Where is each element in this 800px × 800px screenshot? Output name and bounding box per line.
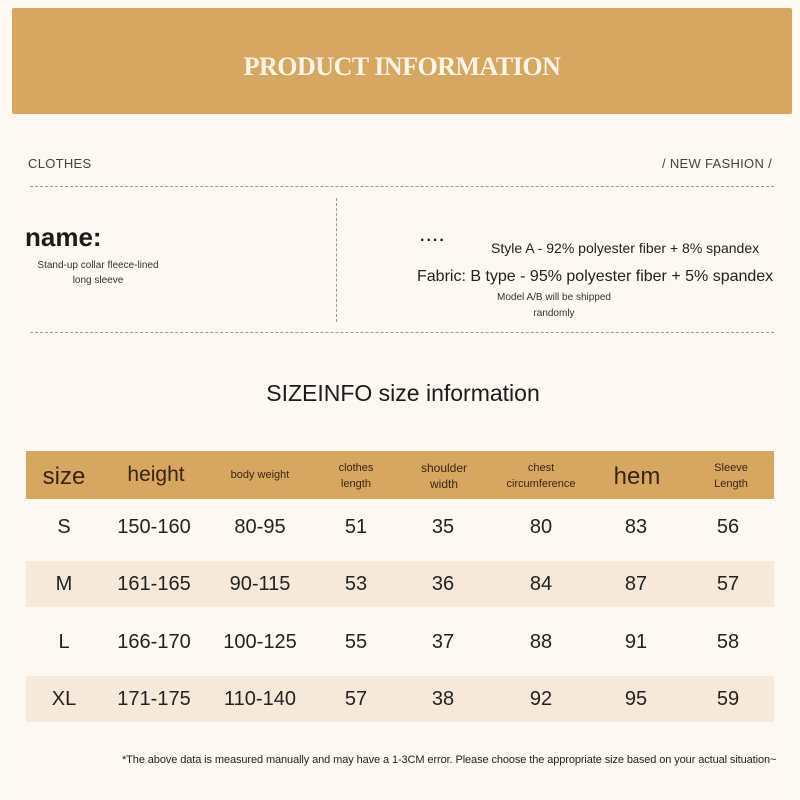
dots-decoration: .... <box>420 228 446 245</box>
header-sleeve-length: Sleeve Length <box>714 462 748 490</box>
cell-shoulder-width: 35 <box>431 516 455 538</box>
cell-body-weight: 90-115 <box>229 573 291 595</box>
name-label: name: <box>25 222 102 252</box>
measurement-footnote: *The above data is measured manually and may have a 1-3CM error. Please choose the appropriate size based on your actual situation~ <box>122 754 777 766</box>
cell-shoulder-width: 38 <box>431 688 455 710</box>
cell-height: 161-165 <box>117 573 191 595</box>
cell-sleeve-length: 58 <box>716 631 740 653</box>
cell-hem: 95 <box>624 688 648 710</box>
cell-clothes-length: 53 <box>344 573 368 595</box>
cell-chest: 80 <box>529 516 553 538</box>
fabric-b-type: Fabric: B type - 95% polyester fiber + 5% spandex <box>417 268 774 285</box>
header-size: size <box>42 463 86 490</box>
cell-sleeve-length: 59 <box>716 688 740 710</box>
cell-hem: 83 <box>624 516 648 538</box>
table-row <box>26 676 774 722</box>
header-clothes-length: clothes length <box>338 462 374 490</box>
cell-clothes-length: 51 <box>344 516 368 538</box>
divider-top <box>30 186 774 187</box>
cell-size: M <box>55 573 73 595</box>
category-tag: CLOTHES <box>28 156 92 171</box>
cell-chest: 84 <box>529 573 553 595</box>
cell-shoulder-width: 36 <box>431 573 455 595</box>
size-info-heading: SIZEINFO size information <box>266 380 540 406</box>
header-banner <box>12 8 792 114</box>
cell-chest: 88 <box>529 631 553 653</box>
product-name: Stand-up collar fleece-lined long sleeve <box>37 260 159 286</box>
cell-height: 166-170 <box>117 631 191 653</box>
model-note: Model A/B will be shipped randomly <box>497 292 611 319</box>
banner-title: PRODUCT INFORMATION <box>243 52 561 81</box>
cell-height: 150-160 <box>117 516 191 538</box>
cell-size: S <box>57 516 71 538</box>
cell-height: 171-175 <box>117 688 191 710</box>
divider-bottom <box>30 332 774 333</box>
header-height: height <box>127 463 185 486</box>
fashion-tag: / NEW FASHION / <box>662 156 772 171</box>
header-shoulder-width: shoulder width <box>420 461 468 491</box>
cell-shoulder-width: 37 <box>431 631 455 653</box>
cell-chest: 92 <box>529 688 553 710</box>
cell-clothes-length: 55 <box>344 631 368 653</box>
cell-body-weight: 80-95 <box>234 516 286 538</box>
table-row <box>26 619 774 665</box>
style-a-fabric: Style A - 92% polyester fiber + 8% spandex <box>491 240 760 256</box>
size-table-header <box>26 451 774 499</box>
cell-body-weight: 110-140 <box>224 688 296 710</box>
cell-body-weight: 100-125 <box>223 631 297 653</box>
header-hem: hem <box>613 463 661 490</box>
table-row <box>26 561 774 607</box>
header-chest-circumference: chest circumference <box>506 462 576 490</box>
cell-size: XL <box>51 688 77 710</box>
cell-size: L <box>58 631 70 653</box>
cell-sleeve-length: 57 <box>716 573 740 595</box>
cell-sleeve-length: 56 <box>716 516 740 538</box>
header-body-weight: body weight <box>230 469 290 481</box>
cell-hem: 87 <box>624 573 648 595</box>
divider-vertical <box>336 198 337 322</box>
cell-hem: 91 <box>624 631 648 653</box>
table-row <box>26 504 774 550</box>
cell-clothes-length: 57 <box>344 688 368 710</box>
